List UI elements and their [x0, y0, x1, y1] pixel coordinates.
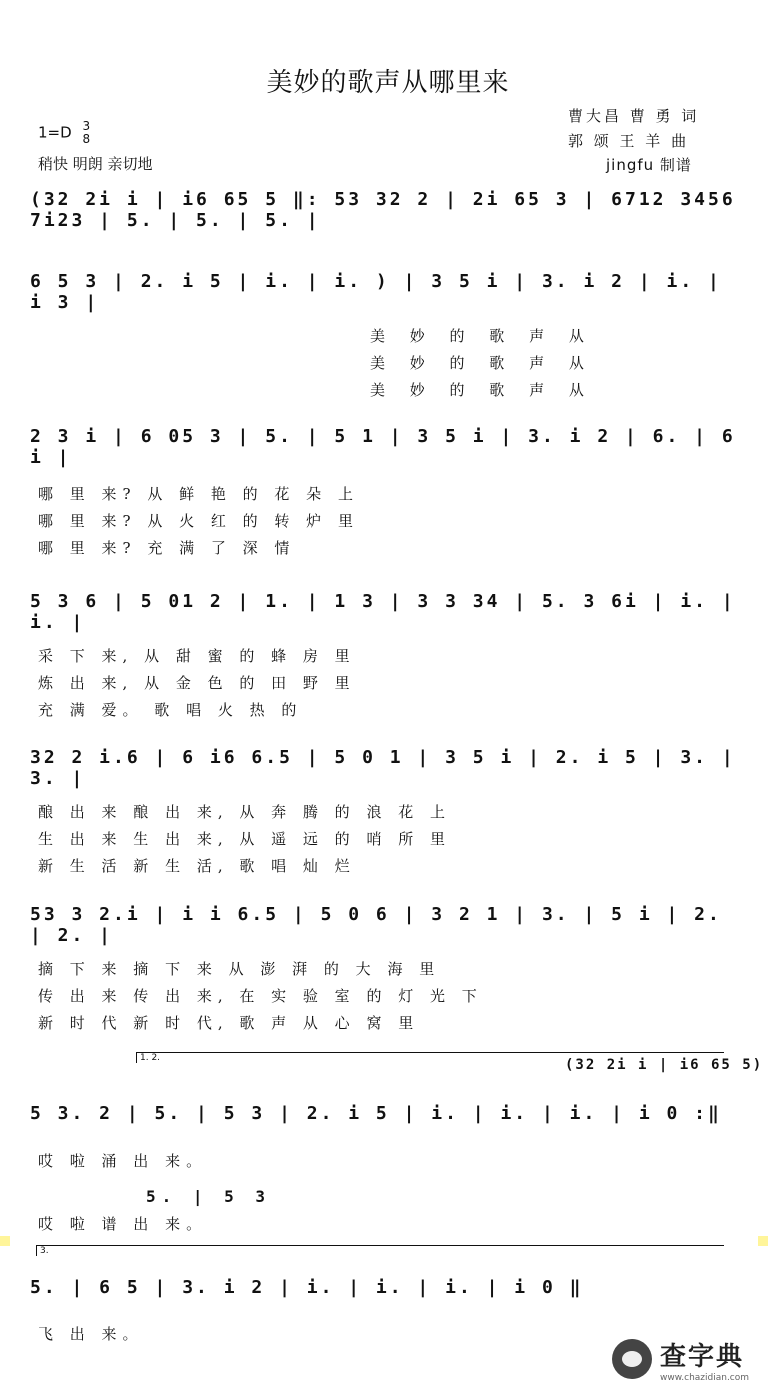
- lyric-line: 哎 啦 涌 出 来。: [38, 1152, 208, 1170]
- lyric-line: 美 妙 的 歌 声 从: [370, 354, 594, 372]
- intro-repeat: (32 2i i | i6 65 5): [565, 1057, 764, 1073]
- alt-notes: 5. | 5 3: [146, 1187, 272, 1206]
- notation-row-6: [30, 905, 742, 945]
- composer: 郭 颂 王 羊 曲: [568, 132, 690, 150]
- notation-row-8: [30, 1267, 742, 1307]
- site-logo: [612, 1333, 762, 1385]
- tempo-marking: 稍快 明朗 亲切地: [38, 155, 153, 173]
- logo-name: 查字典: [660, 1341, 745, 1372]
- lyric-line: 酿 出 来 酿 出 来, 从 奔 腾 的 浪 花 上: [38, 803, 451, 821]
- lyric-line: 炼 出 来, 从 金 色 的 田 野 里: [38, 674, 356, 692]
- lyric-line: 新 时 代 新 时 代, 歌 声 从 心 窝 里: [38, 1014, 420, 1032]
- notes: 5. | 6 5 | 3. i 2 | i. | i. | i. | i 0 ‖: [30, 1276, 584, 1298]
- notation-row-4: [30, 592, 742, 632]
- notes: 5 3 6 | 5 01 2 | 1. | 1 3 | 3 3 34 | 5. 3 6i | i. | i. |: [30, 591, 736, 633]
- lyric-line: 传 出 来 传 出 来, 在 实 验 室 的 灯 光 下: [38, 987, 483, 1005]
- volta-second-ending: 3.: [36, 1245, 724, 1256]
- lyric-line: 生 出 来 生 出 来, 从 遥 远 的 哨 所 里: [38, 830, 451, 848]
- notes: 6 5 3 | 2. i 5 | i. | i. ) | 3 5 i | 3. i 2 | i. | i 3 |: [30, 271, 722, 313]
- notation-row-2: [30, 272, 742, 312]
- logo-url: www.chazidian.com: [660, 1372, 750, 1383]
- lyric-line: 哪 里 来? 从 鲜 艳 的 花 朵 上: [38, 485, 359, 503]
- notes: 2 3 i | 6 05 3 | 5. | 5 1 | 3 5 i | 3. i 2 | 6. | 6 i |: [30, 426, 736, 468]
- highlight-marker: [758, 1236, 768, 1246]
- time-signature: [82, 120, 90, 146]
- notes: 5 3. 2 | 5. | 5 3 | 2. i 5 | i. | i. | i. | i 0 :‖: [30, 1102, 722, 1124]
- lyric-line: 哪 里 来? 充 满 了 深 情: [38, 539, 296, 557]
- notation-row-5: [30, 748, 742, 788]
- lyric-line: 摘 下 来 摘 下 来 从 澎 湃 的 大 海 里: [38, 960, 441, 978]
- lyric-line: 哎 啦 谱 出 来。: [38, 1215, 208, 1233]
- lyricist: 曹大昌 曹 勇 词: [568, 107, 700, 125]
- notation-row-7: [30, 1093, 742, 1133]
- notes: 32 2 i.6 | 6 i6 6.5 | 5 0 1 | 3 5 i | 2. i 5 | 3. | 3. |: [30, 747, 736, 789]
- lyric-line: 哪 里 来? 从 火 红 的 转 炉 里: [38, 512, 359, 530]
- lyric-line: 美 妙 的 歌 声 从: [370, 327, 594, 345]
- lyric-line: 飞 出 来。: [38, 1325, 144, 1343]
- mascot-icon: [612, 1339, 652, 1379]
- arranger: jingfu 制谱: [606, 156, 692, 174]
- lyric-line: 采 下 来, 从 甜 蜜 的 蜂 房 里: [38, 647, 356, 665]
- time-top: 3: [82, 119, 91, 133]
- page-title: 美妙的歌声从哪里来: [266, 68, 510, 98]
- lyric-line: 新 生 活 新 生 活, 歌 唱 灿 烂: [38, 857, 356, 875]
- lyric-line: 充 满 爱。 歌 唱 火 热 的: [38, 701, 303, 719]
- volta-first-ending: 1. 2.: [136, 1052, 724, 1063]
- notation-row-3: [30, 427, 742, 467]
- notation-row-1: [30, 190, 742, 230]
- notes: 53 3 2.i | i i 6.5 | 5 0 6 | 3 2 1 | 3. | 5 i | 2. | 2. |: [30, 904, 722, 946]
- highlight-marker: [0, 1236, 10, 1246]
- key-signature: [38, 120, 90, 146]
- key: 1=D: [38, 123, 72, 142]
- notes: (32 2i i | i6 65 5 ‖: 53 32 2 | 2i 65 3 | 6712 3456 7i23 | 5. | 5. | 5. |: [30, 189, 736, 231]
- lyric-line: 美 妙 的 歌 声 从: [370, 381, 594, 399]
- time-bottom: 8: [82, 132, 91, 146]
